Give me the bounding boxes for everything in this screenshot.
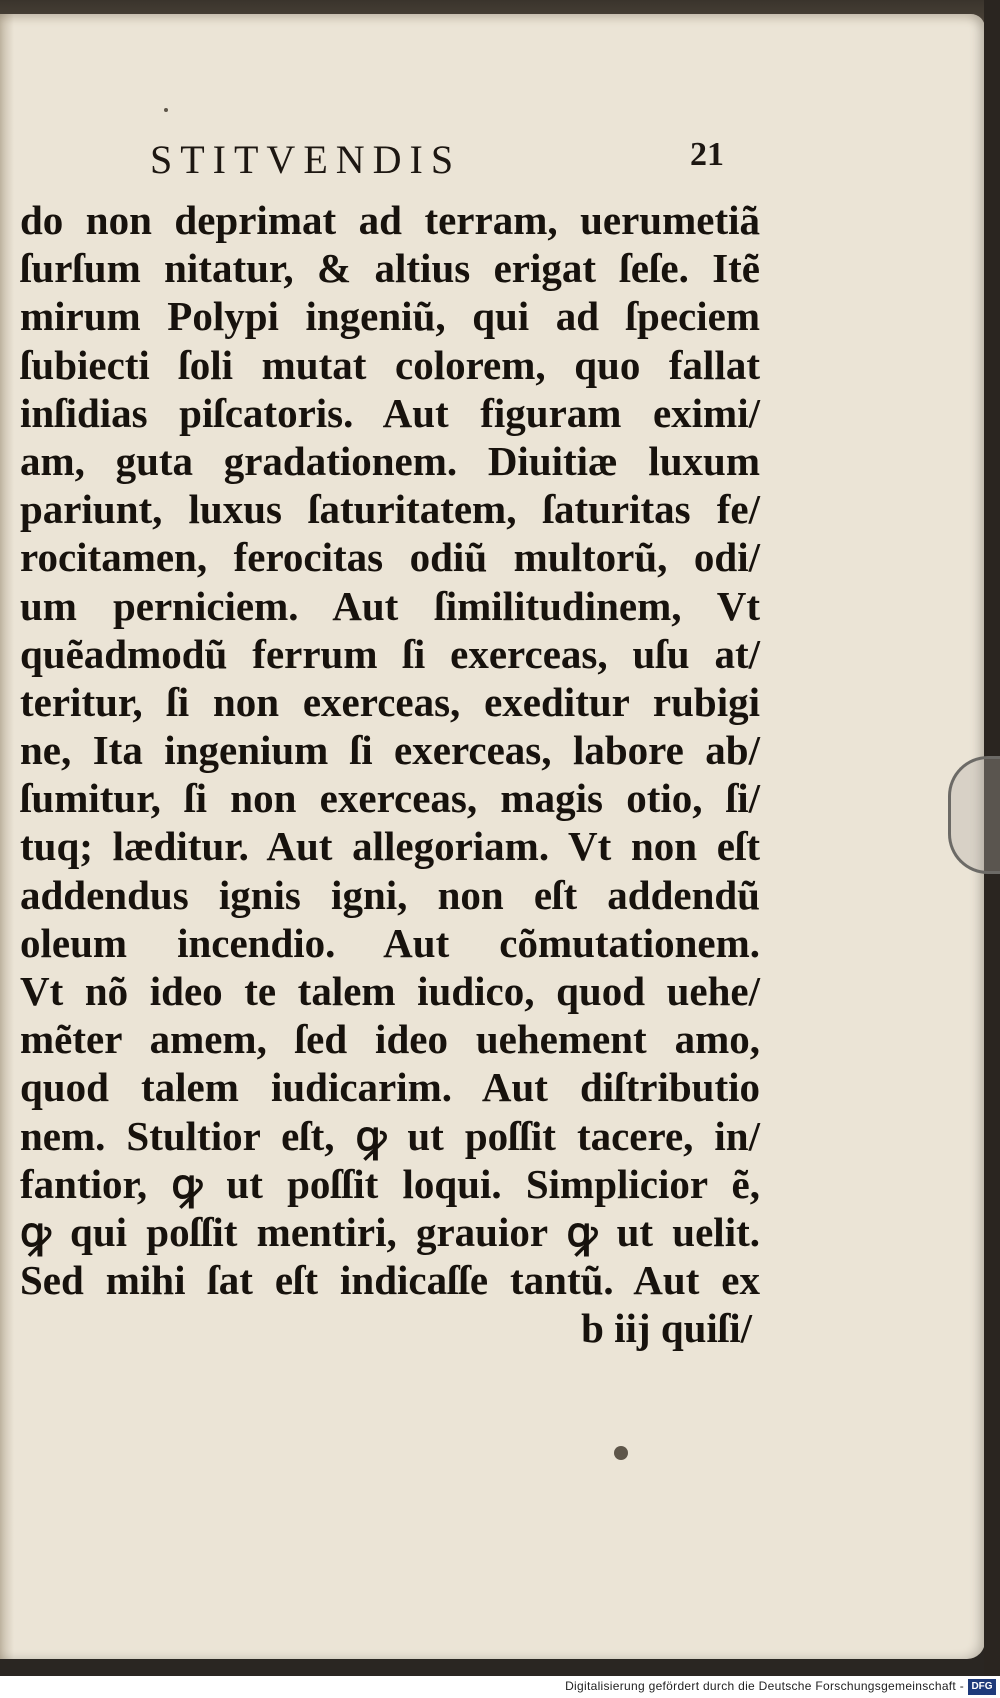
text-line: ꝙ qui poſſit mentiri, grauior ꝙ ut uelit. — [20, 1208, 760, 1255]
text-line: teritur, ſi non exerceas, exeditur rubigi — [20, 678, 760, 725]
text-line: quod talem iudicarim. Aut diſtributio — [20, 1064, 760, 1111]
running-head-title: STITVENDIS — [150, 137, 462, 182]
paper-spot — [614, 1446, 628, 1460]
footer-credit: Digitalisierung gefördert durch die Deutsche Forschungsgemeinschaft - — [565, 1679, 964, 1693]
page-gutter-shadow — [0, 14, 14, 1659]
paper-spot — [164, 108, 168, 112]
text-line: mirum Polypi ingeniũ, qui ad ſpeciem — [20, 293, 760, 340]
catchword-line: b iij quiſi/ — [581, 1305, 752, 1352]
running-head — [150, 136, 750, 186]
text-line: Vt nõ ideo te talem iudico, quod uehe/ — [20, 968, 760, 1014]
text-line: addendus ignis igni, non eſt addendũ — [20, 871, 760, 918]
footer-bar — [0, 1676, 1000, 1698]
text-line: quẽadmodũ ferrum ſi exerceas, uſu at/ — [20, 630, 760, 677]
text-line: um perniciem. Aut ſimilitudinem, Vt — [20, 582, 760, 629]
page-clip — [948, 756, 1000, 874]
text-line: am, guta gradationem. Diuitiæ luxum — [20, 437, 760, 484]
text-line: fantior, ꝙ ut poſſit loqui. Simplicior ẽ, — [20, 1160, 760, 1207]
text-line: Sed mihi ſat eſt indicaſſe tantũ. Aut ex — [20, 1257, 760, 1304]
text-line: oleum incendio. Aut cõmutationem. — [20, 919, 760, 966]
text-line: ne, Ita ingenium ſi exerceas, labore ab/ — [20, 727, 760, 774]
text-line: ſurſum nitatur, & altius erigat ſeſe. Itẽ — [20, 245, 760, 292]
text-line: inſidias piſcatoris. Aut figuram eximi/ — [20, 389, 760, 436]
text-line: pariunt, luxus ſaturitatem, ſaturitas fe/ — [20, 486, 760, 533]
folio-number: 21 — [690, 136, 724, 173]
dfg-logo-icon: DFG — [968, 1679, 996, 1695]
text-line: do non deprimat ad terram, uerumetiã — [20, 197, 760, 243]
text-line: mẽter amem, ſed ideo uehement amo, — [20, 1016, 760, 1063]
page-body-text — [20, 196, 760, 1353]
text-line: ſumitur, ſi non exerceas, magis otio, ſi/ — [20, 775, 760, 822]
text-line: nem. Stultior eſt, ꝙ ut poſſit tacere, in/ — [20, 1112, 760, 1159]
text-line: rocitamen, ferocitas odiũ multorũ, odi/ — [20, 534, 760, 581]
text-line: ſubiecti ſoli mutat colorem, quo fallat — [20, 341, 760, 388]
text-line: tuq; læditur. Aut allegoriam. Vt non eſt — [20, 823, 760, 870]
